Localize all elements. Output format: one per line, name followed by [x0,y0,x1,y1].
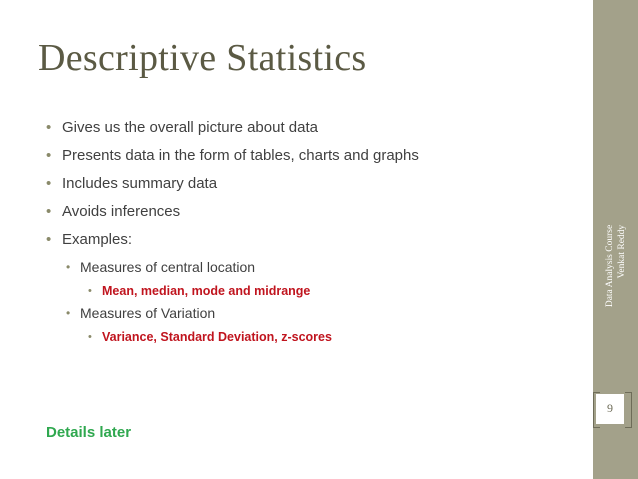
sub-bullet-text: Measures of Variation [80,305,216,321]
bullet-text: Examples: [62,231,133,248]
detail-bullet-item [88,284,310,298]
sidebar-caption [598,208,634,324]
bullet-icon: • [66,260,71,274]
detail-bullet-text: Variance, Standard Deviation, z-scores [102,330,332,344]
bullet-text: Gives us the overall picture about data [62,119,318,136]
detail-bullet-item [88,330,332,344]
author-label: Venkat Reddy [617,224,627,279]
bullet-text: Presents data in the form of tables, charts and graphs [62,147,419,164]
bullet-text: Includes summary data [62,175,218,192]
course-label: Data Analysis Course [605,224,615,308]
bullet-item [46,175,217,192]
bullet-icon: • [46,147,52,164]
sub-bullet-text: Measures of central location [80,259,256,275]
bullet-item [46,231,132,248]
bullet-text: Avoids inferences [62,203,181,220]
page-number: 9 [607,401,613,415]
bullet-icon: • [46,203,52,220]
bullet-icon: • [46,175,52,192]
bullet-icon: • [66,306,71,320]
bullet-icon: • [46,231,52,248]
detail-bullet-text: Mean, median, mode and midrange [102,284,311,298]
sub-bullet-item [66,259,255,275]
bullet-item [46,119,318,136]
footer-note: Details later [46,424,132,441]
bullet-icon: • [88,285,92,297]
sub-bullet-item [66,305,215,321]
bracket-right [625,392,632,428]
bullet-item [46,203,180,220]
slide-title: Descriptive Statistics [38,37,367,79]
bullet-icon: • [88,331,92,343]
bullet-icon: • [46,119,52,136]
bullet-item [46,147,419,164]
